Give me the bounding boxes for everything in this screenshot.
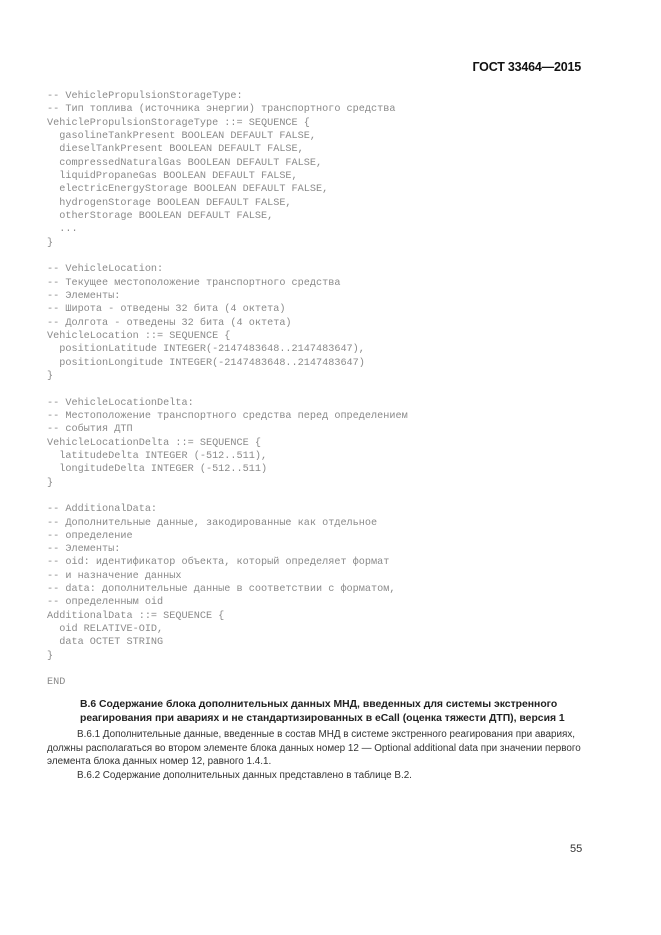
paragraph-b6-1: В.6.1 Дополнительные данные, введенные в состав МНД в системе экстренного реагирования при авариях, должны располагаться во втором элементе блока данных номер 12 — Optional additional data при значении первого элемента блока данных номер 12, равного 1.4.1.	[47, 729, 581, 767]
code-line: hydrogenStorage BOOLEAN DEFAULT FALSE,	[47, 197, 292, 209]
code-line: -- Местоположение транспортного средства перед определением	[47, 410, 408, 422]
code-line: -- и назначение данных	[47, 570, 182, 582]
code-line	[47, 383, 408, 396]
code-line: latitudeDelta INTEGER (-512..511),	[47, 450, 268, 462]
code-line: electricEnergyStorage BOOLEAN DEFAULT FALSE,	[47, 184, 329, 196]
code-line: positionLatitude INTEGER(-2147483648..2147483647),	[47, 344, 365, 356]
code-line: -- определенным oid	[47, 597, 164, 609]
code-line: positionLongitude INTEGER(-2147483648..2147483647)	[47, 357, 365, 369]
code-line: }	[47, 237, 54, 249]
code-line: -- Элементы:	[47, 290, 121, 302]
code-line: -- Элементы:	[47, 544, 121, 556]
code-line: longitudeDelta INTEGER (-512..511)	[47, 464, 268, 476]
code-line: data OCTET STRING	[47, 637, 164, 649]
code-line	[47, 250, 408, 263]
code-line: -- события ДТП	[47, 424, 133, 436]
code-line: VehicleLocation ::= SEQUENCE {	[47, 330, 231, 342]
code-line: -- Дополнительные данные, закодированные как отдельное	[47, 517, 378, 529]
document-standard-header: ГОСТ 33464—2015	[472, 60, 581, 74]
code-line: -- VehicleLocationDelta:	[47, 397, 194, 409]
code-line: -- Широта - отведены 32 бита (4 октета)	[47, 304, 286, 316]
code-line: oid RELATIVE-OID,	[47, 624, 164, 636]
section-body	[47, 728, 607, 782]
code-line: dieselTankPresent BOOLEAN DEFAULT FALSE,	[47, 144, 304, 156]
asn1-code-block	[47, 90, 408, 690]
code-line: -- data: дополнительные данные в соответствии с форматом,	[47, 584, 396, 596]
section-heading-b6: В.6 Содержание блока дополнительных данных МНД, введенных для системы экстренного реагирования при авариях и не стандартизированных в eCall (оценка тяжести ДТП), версия 1	[80, 699, 565, 724]
code-line	[47, 490, 408, 503]
page-number: 55	[570, 843, 583, 855]
code-line: gasolineTankPresent BOOLEAN DEFAULT FALSE,	[47, 130, 316, 142]
code-line: }	[47, 370, 54, 382]
code-line: -- Долгота - отведены 32 бита (4 октета)	[47, 317, 292, 329]
code-line: -- Тип топлива (источника энергии) транспортного средства	[47, 104, 396, 116]
code-line: AdditionalData ::= SEQUENCE {	[47, 610, 225, 622]
code-line: }	[47, 477, 54, 489]
code-line: }	[47, 650, 54, 662]
code-line: otherStorage BOOLEAN DEFAULT FALSE,	[47, 210, 274, 222]
code-line: -- VehiclePropulsionStorageType:	[47, 91, 243, 102]
code-line: liquidPropaneGas BOOLEAN DEFAULT FALSE,	[47, 170, 298, 182]
code-line: -- Текущее местоположение транспортного средства	[47, 277, 341, 289]
code-line: VehiclePropulsionStorageType ::= SEQUENCE {	[47, 117, 310, 129]
code-line	[47, 663, 408, 676]
code-line: -- VehicleLocation:	[47, 264, 164, 276]
code-line: -- AdditionalData:	[47, 504, 158, 516]
code-line: ...	[47, 224, 78, 236]
code-line: compressedNaturalGas BOOLEAN DEFAULT FALSE,	[47, 157, 323, 169]
code-line: -- oid: идентификатор объекта, который определяет формат	[47, 557, 390, 569]
paragraph-b6-2: В.6.2 Содержание дополнительных данных представлено в таблице В.2.	[77, 769, 412, 781]
code-line: -- определение	[47, 530, 133, 542]
code-line: VehicleLocationDelta ::= SEQUENCE {	[47, 437, 261, 449]
code-line: END	[47, 677, 66, 689]
